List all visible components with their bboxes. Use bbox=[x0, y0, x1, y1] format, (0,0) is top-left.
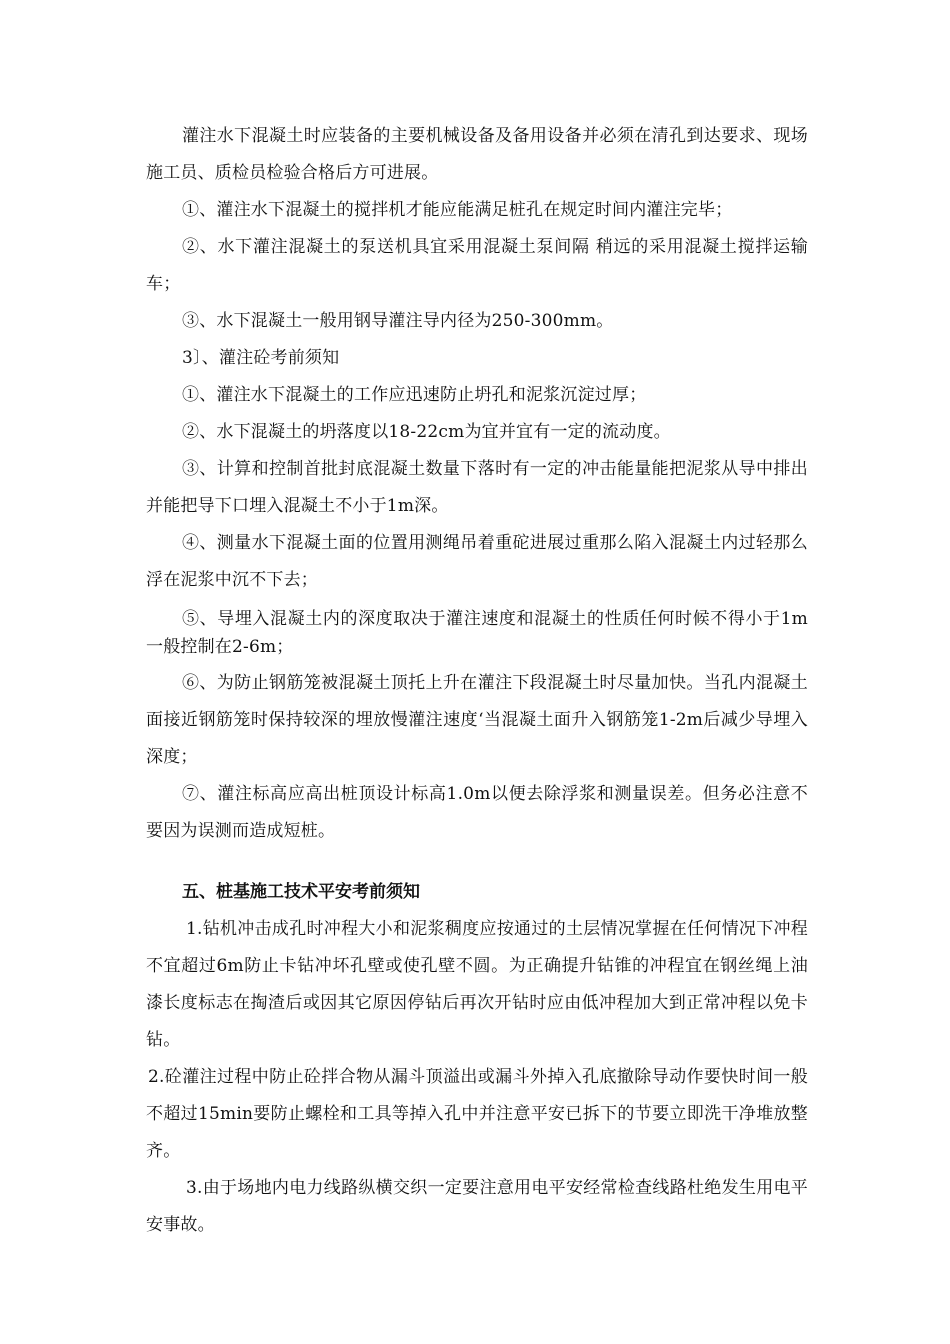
paragraph-note-5: ⑤、导埋入混凝土内的深度取决于灌注速度和混凝土的性质任何时候不得小于1m一般控制在2-6m； bbox=[146, 609, 808, 657]
paragraph-item-1: ①、灌注水下混凝土的搅拌机才能应能满足桩孔在规定时间内灌注完毕； bbox=[182, 200, 733, 220]
section-item-2: 2.砼灌注过程中防止砼拌合物从漏斗顶溢出或漏斗外掉入孔底撤除导动作要快时间一般不超过15min要防止螺栓和工具等掉入孔中并注意平安已拆下的节要立即洗干净堆放整齐。 bbox=[146, 1067, 808, 1161]
paragraph-note-4: ④、测量水下混凝土面的位置用测绳吊着重砣进展过重那么陷入混凝土内过轻那么浮在泥浆中沉不下去； bbox=[146, 533, 808, 590]
section-heading: 五、桩基施工技术平安考前须知 bbox=[182, 882, 420, 902]
section-item-1: 1.钻机冲击成孔时冲程大小和泥浆稠度应按通过的土层情况掌握在任何情况下冲程不宜超过6m防止卡钻冲坏孔壁或使孔壁不圆。为正确提升钻锥的冲程宜在钢丝绳上油漆长度标志在掏渣后或因其它原因停钻后再次开钻时应由低冲程加大到正常冲程以免卡钻。 bbox=[146, 919, 808, 1050]
paragraph-note-2: ②、水下混凝土的坍落度以18-22cm为宜并宜有一定的流动度。 bbox=[182, 422, 671, 442]
paragraph-note-3: ③、计算和控制首批封底混凝土数量下落时有一定的冲击能量能把泥浆从导中排出并能把导下口埋入混凝土不小于1m深。 bbox=[146, 459, 808, 516]
paragraph-note-1: ①、灌注水下混凝土的工作应迅速防止坍孔和泥浆沉淀过厚； bbox=[182, 385, 647, 405]
paragraph-equipment: 灌注水下混凝土时应装备的主要机械设备及备用设备并必须在清孔到达要求、现场施工员、质检员检验合格后方可进展。 bbox=[146, 126, 808, 183]
paragraph-item-2: ②、水下灌注混凝土的泵送机具宜采用混凝土泵间隔 稍远的采用混凝土搅拌运输车； bbox=[146, 237, 808, 294]
paragraph-item-3: ③、水下混凝土一般用钢导灌注导内径为250-300mm。 bbox=[182, 311, 614, 331]
paragraph-note-6: ⑥、为防止钢筋笼被混凝土顶托上升在灌注下段混凝土时尽量加快。当孔内混凝土面接近钢筋笼时保持较深的埋放慢灌注速度‘当混凝土面升入钢筋笼1-2m后减少导埋入深度； bbox=[146, 673, 808, 767]
section-item-3: 3.由于场地内电力线路纵横交织一定要注意用电平安经常检查线路杜绝发生用电平安事故。 bbox=[146, 1178, 808, 1235]
document-body bbox=[146, 118, 808, 1244]
paragraph-note-7: ⑦、灌注标高应高出桩顶设计标高1.0m以便去除浮浆和测量误差。但务必注意不要因为误测而造成短桩。 bbox=[146, 784, 808, 841]
subheading-pouring-notes: 3〕、灌注砼考前须知 bbox=[182, 348, 340, 368]
section-spacer bbox=[146, 850, 808, 874]
